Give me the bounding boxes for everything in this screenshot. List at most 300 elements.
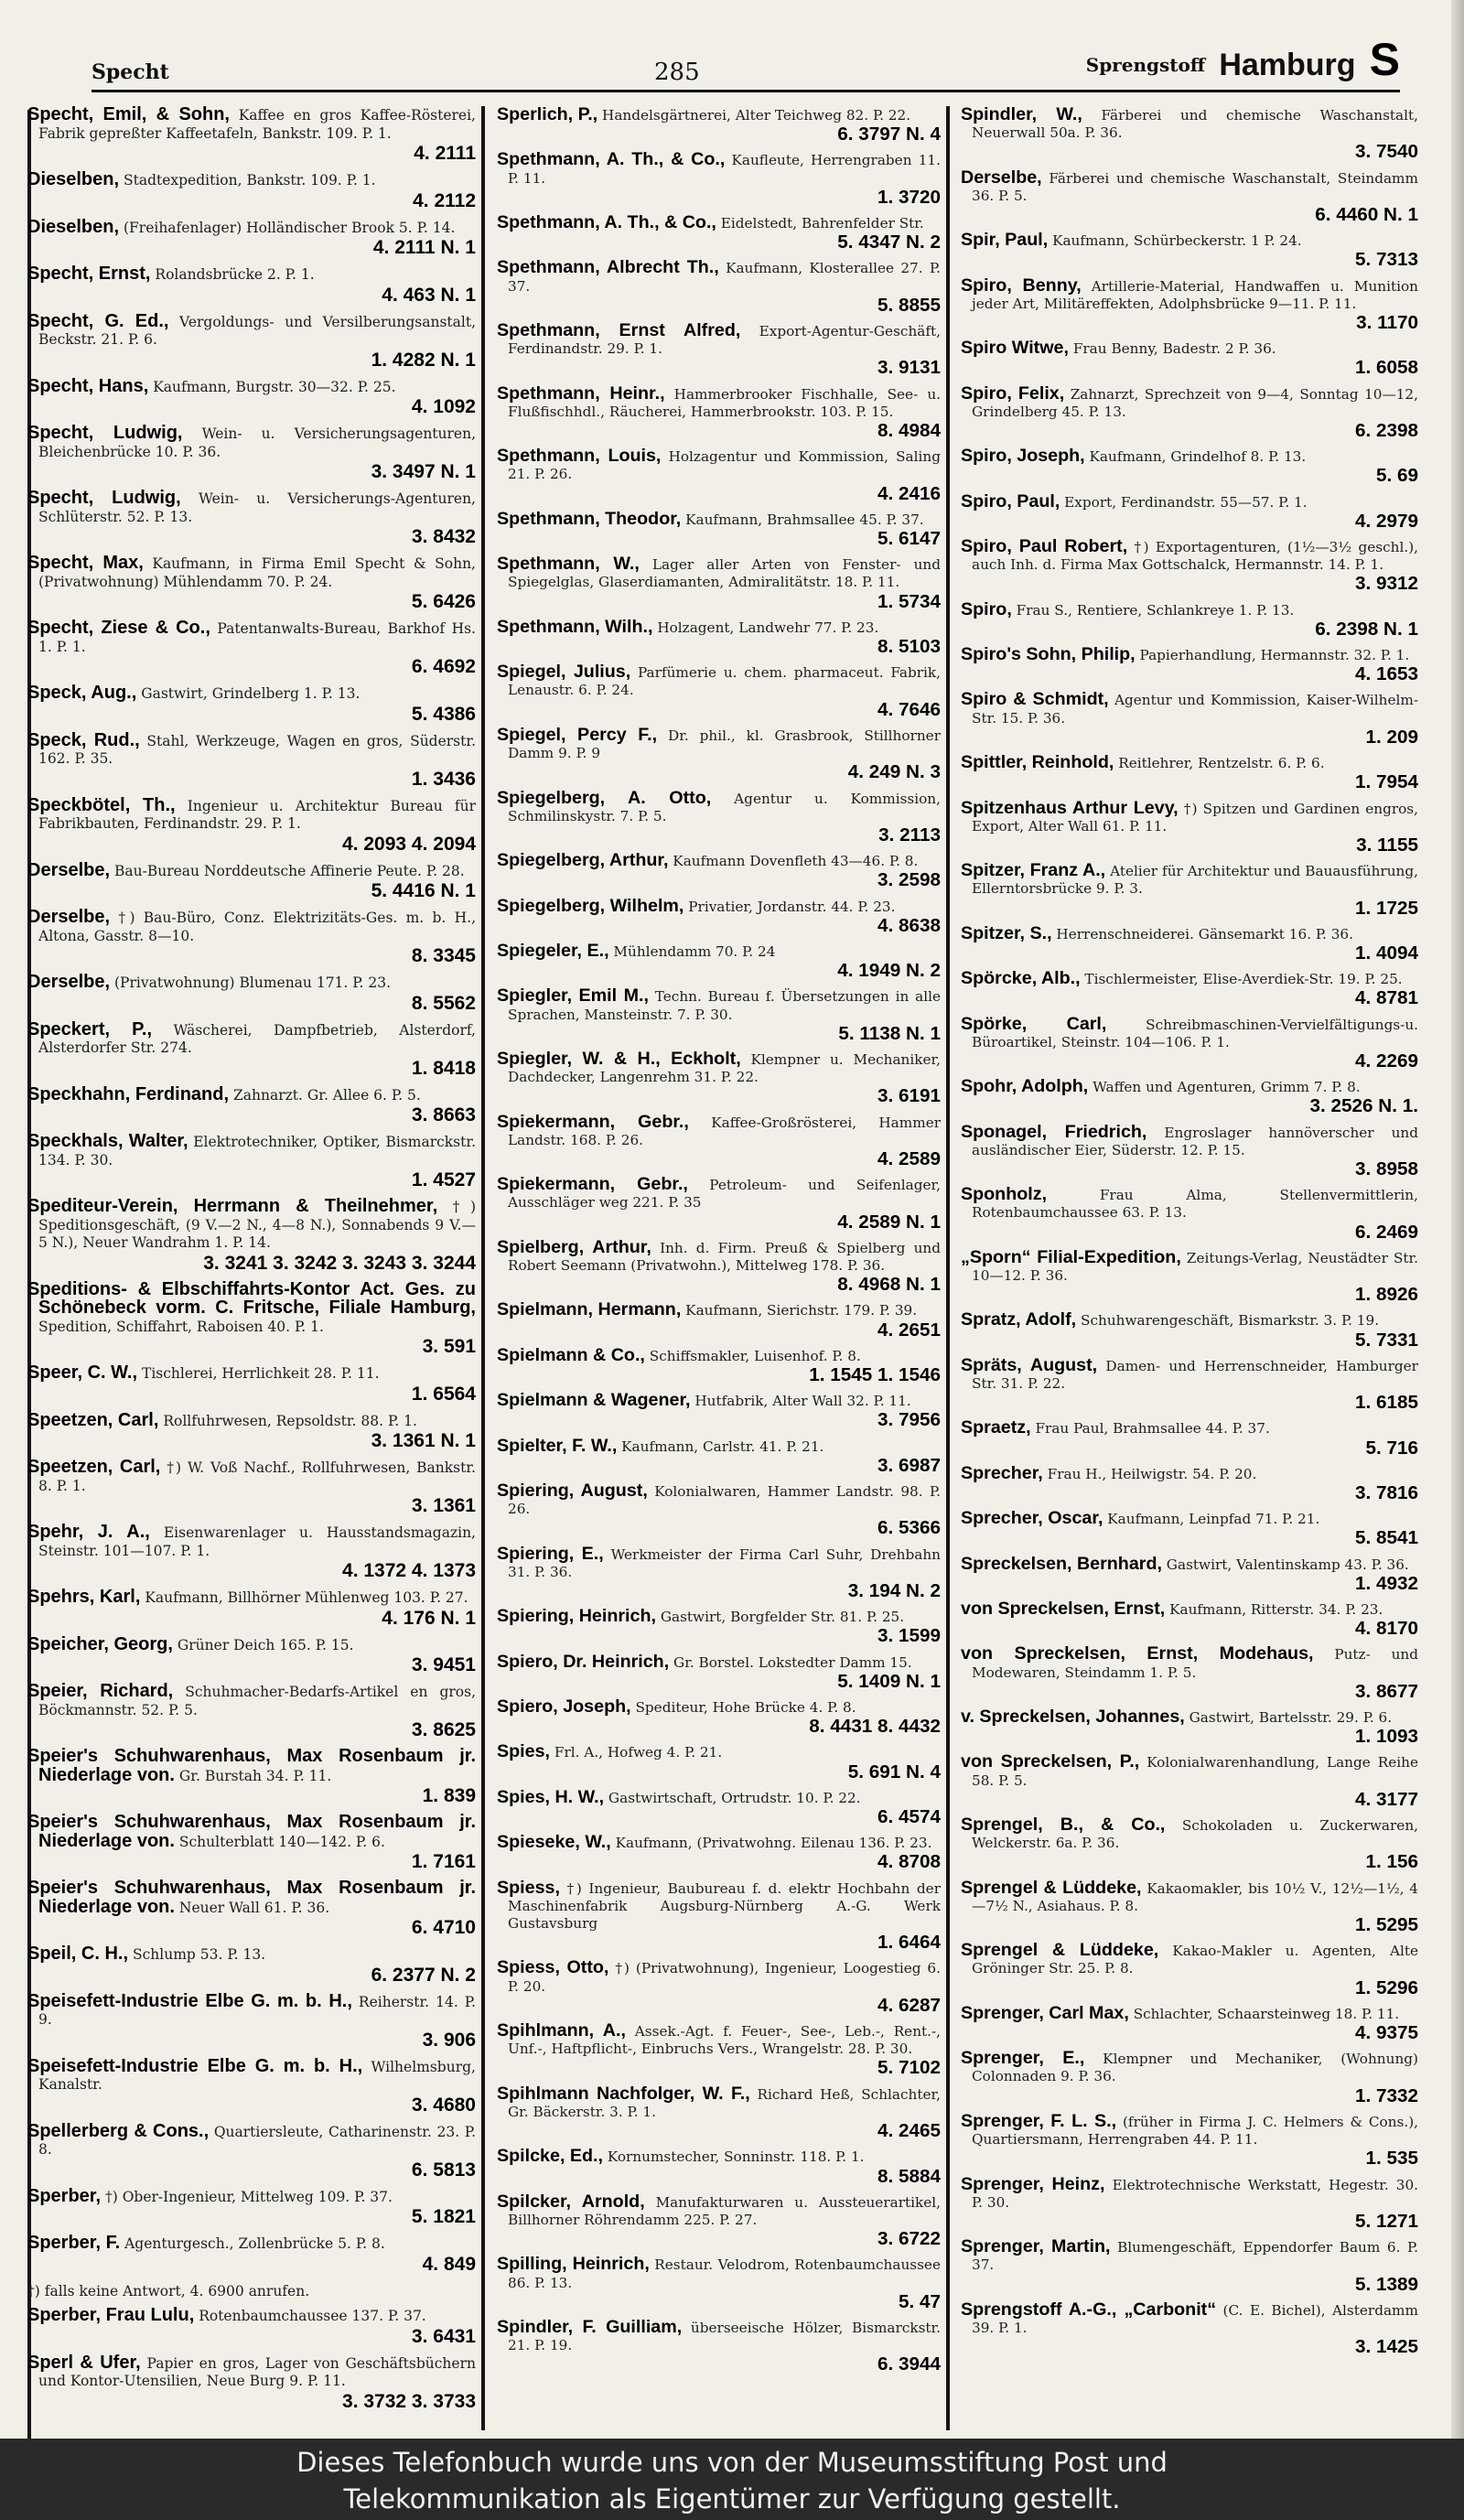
listing-name: Spethmann, Wilh., [497, 616, 653, 637]
listing-entry [27, 1879, 476, 1939]
listing-details: Kaufmann, Billhörner Mühlenweg 103. P. 27. [145, 1589, 468, 1606]
listing-phone-number: 1. 1093 [1354, 1726, 1418, 1748]
listing-details: Assek.-Agt. f. Feuer-, See-, Leb.-, Rent.-, Unf.-, Haftpflicht-, Einbruchs Vers., Wrangelstr. 28. P. 30. [508, 2023, 941, 2058]
listing-phone-number: 6. 2469 [1354, 1221, 1418, 1243]
listing-entry [27, 171, 476, 212]
listing-phone-number: 5. 1821 [411, 2206, 476, 2227]
listing-details: Engroslager hannöverscher und ausländischer Eier, Süderstr. 12. P. 15. [972, 1124, 1418, 1158]
listing-entry [961, 447, 1418, 486]
listing-entry [961, 2110, 1418, 2170]
listing-phone-number: 6. 2377 N. 2 [371, 1964, 476, 1986]
listing-details: Wäscherei, Dampfbetrieb, Alsterdorf, Alsterdorfer Str. 274. [38, 1021, 476, 1056]
listing-entry [961, 2050, 1418, 2106]
listing-entry [961, 797, 1418, 856]
ownership-notice [0, 2439, 1464, 2520]
listing-name: von Spreckelsen, P., [961, 1751, 1140, 1772]
listing-entry [961, 922, 1418, 964]
listing-name: Sprengel, B., & Co., [961, 1815, 1166, 1836]
listing-details: Frl. A., Hofweg 4. P. 21. [554, 1744, 723, 1761]
listing-name: Spethmann, Louis, [497, 446, 662, 467]
listing-name: Spiegelberg, Wilhelm, [497, 895, 684, 916]
listing-name: Sponholz, [961, 1184, 1048, 1205]
listing-phone-number: 3. 9451 [411, 1654, 476, 1675]
listing-phone-number: 1. 5296 [1354, 1976, 1418, 1998]
listing-name: von Spreckelsen, Ernst, Modehaus, [961, 1643, 1314, 1664]
listing-name: Spindler, W., [961, 106, 1082, 124]
listing-phone-number: 8. 4431 8. 4432 [809, 1716, 941, 1738]
listing-entry [497, 1301, 941, 1340]
listing-entry [497, 2256, 941, 2312]
listing-name: Sprenger, Martin, [961, 2236, 1111, 2257]
listing-entry [497, 1959, 941, 2016]
listing-entry [27, 1133, 476, 1191]
listing-entry [497, 895, 941, 936]
listing-details: Papier en gros, Lager von Geschäftsbüchern und Kontor-Utensilien, Neue Burg 9. P. 11. [38, 2354, 476, 2389]
listing-details: Schokoladen u. Zuckerwaren, Welckerstr. 6a. P. 36. [972, 1817, 1418, 1852]
running-head [92, 31, 1400, 92]
listing-name: Speetzen, Carl, [27, 1457, 161, 1477]
listing-details: †) Bau-Büro, Conz. Elektrizitäts-Ges. m. b. H., Altona, Gasstr. 8—10. [38, 910, 476, 944]
listing-entry [497, 2085, 941, 2142]
listing-entry [497, 1392, 941, 1430]
listing-phone-number: 3. 591 [422, 1336, 476, 1357]
listing-phone-number: 8. 4968 N. 1 [837, 1274, 941, 1296]
listing-phone-number: 6. 4692 [411, 656, 476, 677]
listing-name: Spiegler, W. & H., Eckholt, [497, 1048, 741, 1069]
listing-entry [961, 1553, 1418, 1594]
listing-details: Tischlerei, Herrlichkeit 28. P. 11. [141, 1365, 380, 1382]
listing-entry [497, 1608, 941, 1646]
listing-entry [27, 2282, 476, 2301]
listing-name: Spiess, Otto, [497, 1957, 609, 1978]
listing-name: Derselbe, [961, 167, 1042, 188]
listing-details: Holzagentur und Kommission, Saling 21. P. 26. [508, 448, 941, 483]
listing-details: Kolonialwaren, Hammer Landstr. 98. P. 26. [508, 1483, 941, 1518]
listing-phone-number: 6. 5813 [411, 2159, 476, 2181]
listing-details: Patentanwalts-Bureau, Barkhof Hs. 1. P. 1. [38, 620, 476, 655]
listing-entry [27, 1683, 476, 1741]
listing-name: Spielberg, Arthur, [497, 1236, 651, 1257]
listing-name: Spielmann & Wagener, [497, 1390, 691, 1411]
listing-details: Holzagent, Landwehr 77. P. 23. [657, 619, 879, 636]
listing-details: Quartiersleute, Catharinenstr. 23. P. 8. [38, 2123, 476, 2158]
listing-name: Spiro's Sohn, Philip, [961, 644, 1136, 665]
listing-name: Sprenger, E., [961, 2048, 1085, 2069]
directory-columns [18, 106, 1450, 2430]
listing-phone-number: 1. 839 [422, 1785, 476, 1806]
listing-phone-number: 3. 1425 [1354, 2336, 1418, 2358]
listing-phone-number: 3. 2598 [877, 869, 941, 891]
listing-details: Zeitungs-Verlag, Neustädter Str. 10—12. P. 36. [972, 1249, 1418, 1284]
ownership-notice-line-2: Telekommunikation als Eigentümer zur Verfügung gestellt. [343, 2483, 1121, 2515]
listing-phone-number: 1. 6464 [877, 1932, 941, 1954]
listing-phone-number: 1. 5734 [877, 590, 941, 612]
listing-phone-number: 1. 6058 [1354, 357, 1418, 379]
listing-entry [961, 1121, 1418, 1180]
listing-name: Speer, C. W., [27, 1362, 138, 1383]
listing-phone-number: 8. 5103 [877, 636, 941, 658]
listing-name: Spiro, [961, 598, 1012, 619]
listing-phone-number: 3. 1155 [1356, 834, 1418, 856]
listing-phone-number: 4. 1092 [411, 396, 476, 417]
listing-details: Färberei und chemische Waschanstalt, Steindamm 36. P. 5. [972, 169, 1418, 204]
listing-phone-number: 3. 2526 N. 1. [1309, 1095, 1418, 1117]
listing-details: Inh. d. Firm. Preuß & Spielberg und Robert Seemann (Privatwohn.), Mittelweg 178. P. 36. [508, 1239, 941, 1274]
listing-phone-number: 4. 2651 [877, 1319, 941, 1341]
listing-details: Zahnarzt, Sprechzeit von 9—4, Sonntag 10—12, Grindelberg 45. P. 13. [972, 385, 1418, 420]
listing-entry [497, 663, 941, 720]
listing-entry [27, 619, 476, 678]
listing-phone-number: 6. 4710 [411, 1917, 476, 1938]
listing-name: Speck, Rud., [27, 729, 140, 750]
listing-details: Kaufmann, Ritterstr. 34. P. 23. [1169, 1601, 1383, 1619]
listing-phone-number: 4. 2111 N. 1 [372, 237, 476, 258]
listing-phone-number: 6. 4460 N. 1 [1315, 204, 1418, 226]
listing-phone-number: 1. 4527 [411, 1169, 476, 1190]
listing-entry [497, 447, 941, 504]
listing-entry [27, 2307, 476, 2348]
listing-phone-number: 1. 535 [1365, 2148, 1418, 2170]
listing-name: Spiegeler, E., [497, 940, 609, 961]
listing-details: †) Exportagenturen, (1½—3½ geschl.), auch Inh. d. Firma Max Gottschalck, Hermannstr. 14. P. 1. [972, 539, 1418, 574]
listing-phone-number: 5. 6426 [411, 591, 476, 612]
listing-entry [27, 909, 476, 967]
listing-name: Spilcker, Arnold, [497, 2191, 645, 2212]
listing-name: Spies, H. W., [497, 1786, 605, 1807]
listing-details: †) Spitzen und Gardinen engros, Export, Alter Wall 61. P. 11. [972, 800, 1418, 835]
listing-details: Gastwirt, Borgfelder Str. 81. P. 25. [660, 1609, 905, 1626]
listing-name: Dieselben, [27, 216, 120, 237]
listing-name: Spiering, August, [497, 1481, 648, 1501]
listing-details: †) Ober-Ingenieur, Mittelweg 109. P. 37. [104, 2188, 393, 2205]
listing-name: Specht, Ludwig, [27, 488, 181, 508]
listing-phone-number: 1. 6185 [1354, 1392, 1418, 1414]
listing-details: Gr. Borstel. Lokstedter Damm 15. [673, 1653, 912, 1671]
listing-phone-number: 4. 463 N. 1 [382, 284, 476, 306]
listing-phone-number: 1. 1545 1. 1546 [809, 1363, 941, 1385]
listing-name: Spiero, Dr. Heinrich, [497, 1651, 670, 1672]
listing-phone-number: 4. 2111 [414, 143, 476, 164]
listing-name: Specht, Ziese & Co., [27, 618, 210, 638]
listing-details: Schlump 53. P. 13. [132, 1946, 266, 1963]
listing-phone-number: 4. 8781 [1354, 987, 1418, 1009]
listing-details: Kaufmann, Schürbeckerstr. 1 P. 24. [1052, 232, 1302, 250]
listing-entry [961, 598, 1418, 640]
listing-details: Gastwirtschaft, Ortrudstr. 10. P. 22. [608, 1789, 861, 1806]
listing-entry [497, 1698, 941, 1737]
listing-entry [497, 382, 941, 442]
listing-phone-number: 5. 4347 N. 2 [837, 232, 941, 253]
listing-details: Schuhwarengeschäft, Bismarkstr. 3. P. 19. [1081, 1312, 1380, 1330]
listing-details: Grüner Deich 165. P. 15. [177, 1636, 354, 1653]
listing-phone-number: 4. 8170 [1354, 1618, 1418, 1640]
listing-entry [961, 1879, 1418, 1936]
listing-entry [497, 322, 941, 379]
listing-phone-number: 1. 8926 [1354, 1284, 1418, 1306]
listing-entry [497, 1111, 941, 1170]
listing-details: Parfümerie u. chem. pharmaceut. Fabrik, Lenaustr. 6. P. 24. [508, 664, 941, 699]
listing-name: Spindler, F. Guilliam, [497, 2316, 683, 2337]
listing-entry [961, 277, 1418, 334]
listing-name: Speck, Aug., [27, 683, 137, 703]
page-edge-shadow [1451, 0, 1464, 2439]
listing-entry [497, 724, 941, 783]
running-head-last-entry: Sprengstoff [1085, 54, 1206, 76]
listing-phone-number: 4. 849 [422, 2253, 476, 2275]
listing-phone-number: 5. 1409 N. 1 [837, 1670, 941, 1692]
listing-entry [27, 555, 476, 613]
listing-details: Eidelstedt, Bahrenfelder Str. [720, 215, 924, 232]
listing-name: Specht, Hans, [27, 375, 149, 396]
listing-details: Tischlermeister, Elise-Averdiek-Str. 19. P. 25. [1084, 971, 1403, 988]
listing-details: Wein- u. Versicherungsagenturen, Bleichenbrücke 10. P. 36. [38, 425, 476, 460]
listing-name: Spiering, Heinrich, [497, 1606, 656, 1627]
listing-details: Agentur u. Kommission, Schmilinskystr. 7. P. 5. [508, 790, 941, 824]
listing-name: Spräts, August, [961, 1354, 1098, 1375]
listing-details: Stadtexpedition, Bankstr. 109. P. 1. [123, 172, 376, 188]
listing-name: Specht, Emil, & Sohn, [27, 106, 230, 124]
listing-entry [27, 216, 476, 260]
listing-phone-number: 5. 8541 [1354, 1527, 1418, 1549]
listing-phone-number: 1. 8418 [411, 1057, 476, 1079]
listing-name: Sperlich, P., [497, 106, 598, 124]
listing-entry [27, 794, 476, 856]
listing-details: Schiffsmakler, Luisenhof. P. 8. [649, 1347, 861, 1364]
listing-entry [961, 862, 1418, 919]
listing-name: Spethmann, Heinr., [497, 382, 665, 404]
listing-details: Waffen und Agenturen, Grimm 7. P. 8. [1093, 1079, 1361, 1096]
listing-name: Spethmann, Albrecht Th., [497, 257, 719, 278]
listing-details: Kaffee en gros Kaffee-Rösterei, Fabrik gepreßter Kaffeetafeln, Bankstr. 109. P. 1. [38, 107, 476, 142]
listing-phone-number: 4. 2093 4. 2094 [342, 833, 476, 855]
listing-details: Kaufmann, Leinpfad 71. P. 21. [1107, 1511, 1320, 1528]
listing-name: Spiegel, Percy F., [497, 724, 658, 745]
listing-phone-number: 4. 176 N. 1 [382, 1607, 476, 1629]
listing-details: Privatier, Jordanstr. 44. P. 23. [688, 898, 896, 915]
listing-name: Sperber, Frau Lulu, [27, 2305, 195, 2325]
listing-name: Derselbe, [27, 907, 111, 927]
listing-entry [27, 2235, 476, 2276]
listing-details: Kaufleute, Herrengraben 11. P. 11. [508, 152, 941, 187]
listing-details: Kaufmann, Brahmsallee 45. P. 37. [685, 511, 924, 528]
page-number: 285 [654, 59, 700, 86]
listing-phone-number: 4. 249 N. 3 [847, 761, 941, 783]
listing-phone-number: 4. 1949 N. 2 [837, 960, 941, 982]
listing-entry [497, 555, 941, 612]
listing-details: Kornumstecher, Sonninstr. 118. P. 1. [607, 2148, 865, 2166]
listing-entry [961, 1816, 1418, 1873]
listing-entry [961, 1246, 1418, 1306]
listing-phone-number: 1. 4094 [1354, 942, 1418, 964]
listing-entry [27, 974, 476, 1015]
listing-details: Richard Heß, Schlachter, Gr. Bäckerstr. 3. P. 1. [508, 2085, 941, 2120]
listing-entry [961, 538, 1418, 595]
listing-name: Spehr, J. A., [27, 1522, 150, 1542]
listing-details: Stahl, Werkzeuge, Wagen en gros, Süderstr. 162. P. 35. [38, 732, 476, 767]
listing-entry [27, 729, 476, 791]
listing-phone-number: 1. 7954 [1354, 771, 1418, 793]
listing-details: Petroleum- und Seifenlager, Ausschläger weg 221. P. 35 [508, 1177, 941, 1212]
listing-phone-number: 3. 8625 [411, 1719, 476, 1740]
directory-column-1 [27, 106, 476, 2430]
listing-details: Kaufmann, Carlstr. 41. P. 21. [621, 1438, 824, 1455]
listing-details: Kaufmann, Sierichstr. 179. P. 39. [685, 1302, 918, 1319]
listing-name: Spielmann & Co., [497, 1344, 645, 1365]
listing-entry [27, 1409, 476, 1453]
listing-entry [27, 1018, 476, 1080]
column-rule-1 [481, 106, 485, 2430]
listing-details: Gr. Burstah 34. P. 11. [178, 1767, 332, 1784]
listing-name: Derselbe, [27, 859, 111, 880]
listing-details: Bau-Bureau Norddeutsche Affinerie Peute. P. 28. [114, 862, 465, 879]
listing-name: Speier's Schuhwarenhaus, Max Rosenbaum jr. Niederlage von. [27, 1812, 476, 1851]
listing-phone-number: 5. 6147 [877, 528, 941, 550]
listing-phone-number: 4. 2589 N. 1 [837, 1211, 941, 1233]
listing-details: Vergoldungs- und Versilberungsanstalt, Beckstr. 21. P. 6. [38, 313, 476, 348]
listing-entry [961, 691, 1418, 748]
listing-name: Spohr, Adolph, [961, 1076, 1089, 1097]
listing-details: Gastwirt, Valentinskamp 43. P. 36. [1166, 1556, 1409, 1573]
listing-phone-number: 5. 4416 N. 1 [371, 880, 476, 901]
listing-phone-number: 3. 9312 [1354, 573, 1418, 595]
listing-entry [961, 1078, 1418, 1116]
listing-entry [27, 1945, 476, 1987]
listing-entry [497, 1344, 941, 1385]
listing-entry [27, 1198, 476, 1275]
listing-name: Derselbe, [27, 972, 111, 992]
listing-name: Spitzer, Franz A., [961, 860, 1106, 881]
listing-entry [961, 1462, 1418, 1503]
listing-name: Specht, G. Ed., [27, 310, 169, 331]
listing-name: Spediteur-Verein, Herrmann & Theilnehmer, [27, 1196, 438, 1216]
listing-entry [497, 1743, 941, 1782]
listing-phone-number: 5. 1271 [1354, 2210, 1418, 2232]
listing-name: Spiro & Schmidt, [961, 689, 1109, 710]
listing-details: Mühlendamm 70. P. 24 [613, 942, 776, 960]
listing-details: Elektrotechniker, Optiker, Bismarckstr. 134. P. 30. [38, 1134, 476, 1168]
listing-name: Spihlmann Nachfolger, W. F., [497, 2083, 750, 2104]
listing-name: Spiro, Paul, [961, 490, 1060, 512]
listing-name: Spilling, Heinrich, [497, 2254, 650, 2275]
listing-details: Wein- u. Versicherungs-Agenturen, Schlüterstr. 52. P. 13. [38, 490, 476, 525]
listing-details: Rotenbaumchaussee 137. P. 37. [199, 2308, 426, 2324]
listing-name: Speditions- & Elbschiffahrts-Kontor Act. Ges. zu Schönebeck vorm. C. Fritsche, Filiale Hamburg, [27, 1278, 476, 1318]
listing-name: Specht, Ernst, [27, 264, 151, 284]
listing-entry [497, 259, 941, 316]
listing-name: Spiro, Benny, [961, 275, 1082, 296]
listing-entry [961, 646, 1418, 684]
listing-phone-number: 1. 3436 [411, 768, 476, 790]
listing-details: Klempner u. Mechaniker, Dachdecker, Langenrehm 31. P. 22. [508, 1050, 941, 1086]
listing-name: Spellerberg & Cons., [27, 2120, 210, 2141]
ownership-notice-line-1: Dieses Telefonbuch wurde uns von der Museumsstiftung Post und [296, 2447, 1168, 2478]
listing-details: Reitlehrer, Rentzelstr. 6. P. 6. [1118, 755, 1325, 772]
listing-details: †) Ingenieur, Baubureau f. d. elektr Hochbahn der Maschinenfabrik Augsburg-Nürnberg A.-G. Werk Gustavsburg [508, 1879, 941, 1933]
listing-details: †) falls keine Antwort, 4. 6900 anrufen. [27, 2282, 310, 2299]
listing-phone-number: 5. 716 [1365, 1437, 1418, 1459]
listing-phone-number: 8. 5884 [877, 2165, 941, 2187]
listing-entry [497, 151, 941, 208]
listing-details: Gastwirt, Bartelsstr. 29. P. 6. [1189, 1709, 1393, 1727]
listing-phone-number: 1. 7332 [1354, 2084, 1418, 2106]
listing-phone-number: 3. 7816 [1354, 1482, 1418, 1503]
listing-details: Export-Agentur-Geschäft, Ferdinandstr. 29. P. 1. [508, 323, 941, 358]
listing-entry [961, 2002, 1418, 2044]
listing-phone-number: 3. 194 N. 2 [847, 1580, 941, 1602]
listing-phone-number: 4. 9375 [1354, 2022, 1418, 2044]
listing-phone-number: 4. 1372 4. 1373 [342, 1560, 476, 1581]
listing-details: (C. E. Bichel), Alsterdamm 39. P. 1. [972, 2301, 1418, 2336]
listing-name: Spir, Paul, [961, 230, 1049, 251]
listing-name: Spratz, Adolf, [961, 1309, 1077, 1330]
listing-phone-number: 1. 6564 [411, 1383, 476, 1405]
listing-details: Damen- und Herrenschneider, Hamburger Str. 31. P. 22. [972, 1357, 1418, 1392]
listing-name: Speckert, P., [27, 1018, 153, 1039]
listing-entry [497, 106, 941, 145]
listing-entry [27, 2055, 476, 2116]
listing-phone-number: 4. 2589 [877, 1147, 941, 1169]
listing-entry [497, 508, 941, 550]
listing-entry [961, 1600, 1418, 1639]
listing-phone-number: 3. 7956 [877, 1409, 941, 1431]
listing-details: †) W. Voß Nachf., Rollfuhrwesen, Bankstr. 8. P. 1. [38, 1459, 476, 1494]
listing-details: Atelier für Architektur und Bauausführung, Ellerntorsbrücke 9. P. 3. [972, 863, 1418, 898]
listing-phone-number: 6. 2398 N. 1 [1315, 618, 1418, 640]
listing-details: Hammerbrooker Fischhalle, See- u. Flußfischhdl., Räucherei, Hammerbrookstr. 103. P. 15. [508, 385, 941, 420]
listing-entry [497, 1834, 941, 1872]
listing-name: Specht, Max, [27, 553, 144, 573]
listing-phone-number: 3. 3241 3. 3242 3. 3243 3. 3244 [203, 1252, 476, 1274]
listing-entry [497, 1435, 941, 1476]
listing-entry [27, 2185, 476, 2229]
listing-phone-number: 3. 6431 [411, 2325, 476, 2347]
listing-details: Blumengeschäft, Eppendorfer Baum 6. P. 37. [972, 2239, 1418, 2274]
listing-phone-number: 8. 5562 [411, 992, 476, 1014]
listing-name: Sprenger, F. L. S., [961, 2110, 1117, 2131]
listing-phone-number: 4. 2979 [1354, 510, 1418, 532]
listing-entry [497, 787, 941, 846]
listing-details: Papierhandlung, Hermannstr. 32. P. 1. [1139, 647, 1410, 664]
listing-details: (Privatwohnung) Blumenau 171. P. 23. [114, 975, 392, 991]
listing-phone-number: 3. 1599 [877, 1625, 941, 1647]
listing-details: Spediteur, Hohe Brücke 4. P. 8. [635, 1699, 856, 1717]
listing-details: Agenturgesch., Zollenbrücke 5. P. 8. [124, 2235, 385, 2252]
listing-entry [27, 106, 476, 165]
listing-details: Rolandsbrücke 2. P. 1. [155, 266, 315, 283]
listing-details: Kaffee-Großrösterei, Hammer Landstr. 168. P. 26. [508, 1114, 941, 1148]
listing-name: Speier, Richard, [27, 1681, 174, 1701]
listing-entry [497, 852, 941, 890]
listing-entry [27, 1633, 476, 1677]
listing-details: Herrenschneiderei. Gänsemarkt 16. P. 36. [1056, 925, 1353, 942]
listing-details: Schulterblatt 140—142. P. 6. [178, 1833, 385, 1850]
listing-details: Ingenieur u. Architektur Bureau für Fabrikbauten, Ferdinandstr. 29. P. 1. [38, 797, 476, 832]
listing-phone-number: 8. 3345 [411, 945, 476, 966]
listing-phone-number: 5. 7331 [1354, 1329, 1418, 1351]
listing-details: Manufakturwaren u. Aussteuerartikel, Billhorner Röhrendamm 225. P. 27. [508, 2193, 941, 2228]
listing-phone-number: 4. 2416 [877, 482, 941, 504]
listing-phone-number: 5. 1138 N. 1 [838, 1022, 941, 1044]
listing-details: Frau Alma, Stellenvermittlerin, Rotenbaumchaussee 63. P. 13. [972, 1187, 1418, 1222]
listing-name: Sprenger, Heinz, [961, 2173, 1105, 2194]
listing-phone-number: 1. 209 [1365, 726, 1418, 748]
listing-phone-number: 4. 1653 [1354, 663, 1418, 685]
listing-phone-number: 6. 3797 N. 4 [837, 124, 941, 145]
listing-phone-number: 6. 3944 [877, 2353, 941, 2375]
listing-details: Wilhelmsburg, Kanalstr. [38, 2058, 476, 2093]
listing-phone-number: 3. 6191 [877, 1085, 941, 1107]
listing-entry [497, 2148, 941, 2186]
